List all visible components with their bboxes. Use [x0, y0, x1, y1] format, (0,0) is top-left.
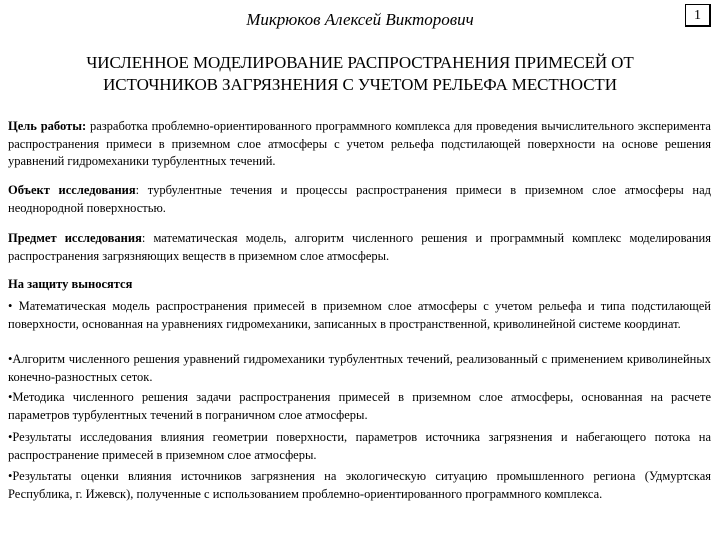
page-number: 1 — [685, 4, 711, 27]
list-item: •Результаты исследования влияния геометрии поверхности, параметров источника загрязнения и набегающего потока на распространение примесей в приземном слое атмосферы. — [8, 430, 711, 462]
document-title — [8, 52, 712, 96]
subject-paragraph — [8, 230, 711, 265]
list-item: •Методика численного решения задачи распространения примесей в приземном слое атмосферы, основанная на расчете параметров турбулентных течений в пограничном слое атмосферы. — [8, 390, 711, 422]
document-body — [8, 118, 711, 501]
object-paragraph — [8, 182, 711, 217]
goal-paragraph — [8, 118, 711, 172]
goal-label: Цель работы: — [8, 119, 87, 133]
title-line-1: ЧИСЛЕННОЕ МОДЕЛИРОВАНИЕ РАСПРОСТРАНЕНИЯ ПРИМЕСЕЙ ОТ — [86, 53, 634, 72]
defend-heading: На защиту выносятся — [8, 277, 133, 291]
list-item: •Результаты оценки влияния источников загрязнения на экологическую ситуацию промышленного региона (Удмуртская Республика, г. Ижевск), полученные с использованием проблемно-ориентированного программного комплекса. — [8, 469, 711, 501]
title-line-2: ИСТОЧНИКОВ ЗАГРЯЗНЕНИЯ С УЧЕТОМ РЕЛЬЕФА МЕСТНОСТИ — [103, 75, 617, 94]
list-item: •Алгоритм численного решения уравнений гидромеханики турбулентных течений, реализованный с применением криволинейных конечно-разностных сеток. — [8, 352, 711, 384]
goal-text: разработка проблемно-ориентированного программного комплекса для проведения вычислительного эксперимента распространения примеси в приземном слое атмосферы с учетом рельефа подстилающей поверхности на основе решения уравнений гидромеханики турбулентных течений. — [8, 119, 711, 168]
subject-label: Предмет исследования — [8, 231, 142, 245]
object-text: : турбулентные течения и процессы распространения примеси в приземном слое атмосферы над неоднородной поверхностью. — [8, 183, 711, 215]
list-item: • Математическая модель распространения примесей в приземном слое атмосферы с учетом рельефа и типа подстилающей поверхности, основанная на уравнениях гидромеханики, записанных в пространственной, криволинейной системе координат. — [8, 299, 711, 331]
author-name: Микрюков Алексей Викторович — [246, 10, 474, 29]
subject-text: : математическая модель, алгоритм численного решения и программный комплекс моделирования распространения загрязняющих веществ в приземном слое атмосферы. — [8, 231, 711, 263]
object-label: Объект исследования — [8, 183, 136, 197]
